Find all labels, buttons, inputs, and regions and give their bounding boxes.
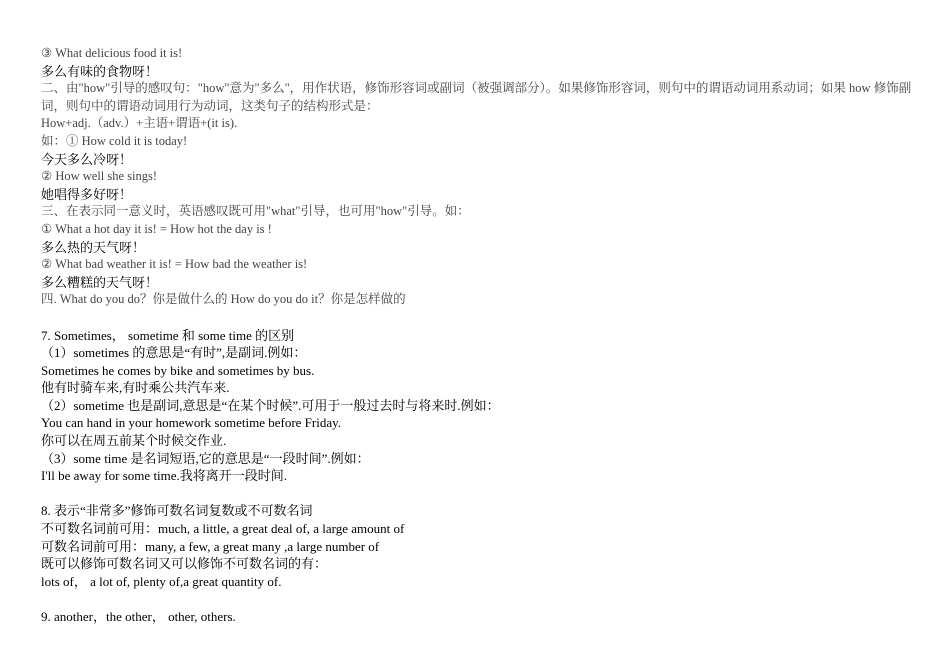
translation: 今天多么冷呀！ (41, 151, 133, 167)
example-sentence: ① What a hot day it is! = How hot the day is ! (41, 221, 272, 236)
example-sentence: I'll be away for some time.我将离开一段时间. (41, 468, 288, 484)
example-sentence: 如：① How cold it is today! (41, 133, 188, 148)
translation: 多么糟糕的天气呀！ (41, 274, 159, 290)
spacer (41, 309, 921, 327)
example-sentence: ② How well she sings! (41, 169, 158, 184)
rule-text: 可数名词前可用：many, a few, a great many ,a large number of (41, 538, 380, 554)
example-sentence: Sometimes he comes by bike and sometimes by bus. (41, 362, 315, 378)
rule-text: （1）sometimes 的意思是“有时”,是副词.例如： (41, 345, 307, 361)
document-page (41, 45, 921, 626)
spacer (41, 485, 921, 503)
translation: 你可以在周五前某个时候交作业. (41, 433, 227, 449)
section-paragraph-how: 二、由"how"引导的感叹句："how"意为"多么"，用作状语，修饰形容词或副词（被强调部分）。如果修饰形容词，则句中的谓语动词用系动词；如果 how 修饰副词，则句中的谓语动词用行为动词，这类句子的结构形式是： (41, 81, 912, 113)
section-heading-eight: 8. 表示“非常多”修饰可数名词复数或不可数名词 (41, 503, 313, 519)
rule-text: lots of， a lot of, plenty of,a great quantity of. (41, 573, 282, 589)
rule-text: （3）some time 是名词短语,它的意思是“一段时间”.例如： (41, 450, 370, 466)
translation: 他有时骑车来,有时乘公共汽车来. (41, 380, 230, 396)
spacer (41, 590, 921, 608)
section-heading-seven: 7. Sometimes， sometime 和 some time 的区别 (41, 327, 295, 343)
translation: 多么热的天气呀！ (41, 239, 146, 255)
section-paragraph-what-how: 三、在表示同一意义时，英语感叹既可用"what"引导，也可用"how"引导。如： (41, 204, 470, 219)
translation: 多么有味的食物呀！ (41, 63, 159, 79)
example-sentence: You can hand in your homework sometime before Friday. (41, 415, 342, 431)
rule-text: 既可以修饰可数名词又可以修饰不可数名词的有： (41, 556, 328, 572)
translation: 她唱得多好呀！ (41, 186, 133, 202)
section-heading-nine: 9. another，the other， other, others. (41, 609, 236, 624)
section-heading-four: 四. What do you do？你是做什么的 How do you do it？你是怎样做的 (41, 292, 406, 307)
structure-formula: How+adj.（adv.）+主语+谓语+(it is). (41, 116, 238, 131)
rule-text: （2）sometime 也是副词,意思是“在某个时候”.可用于一般过去时与将来时.例如： (41, 397, 500, 413)
example-sentence: ② What bad weather it is! = How bad the weather is! (41, 257, 308, 272)
rule-text: 不可数名词前可用：much, a little, a great deal of, a large amount of (41, 521, 405, 537)
example-sentence: ③ What delicious food it is! (41, 46, 183, 60)
